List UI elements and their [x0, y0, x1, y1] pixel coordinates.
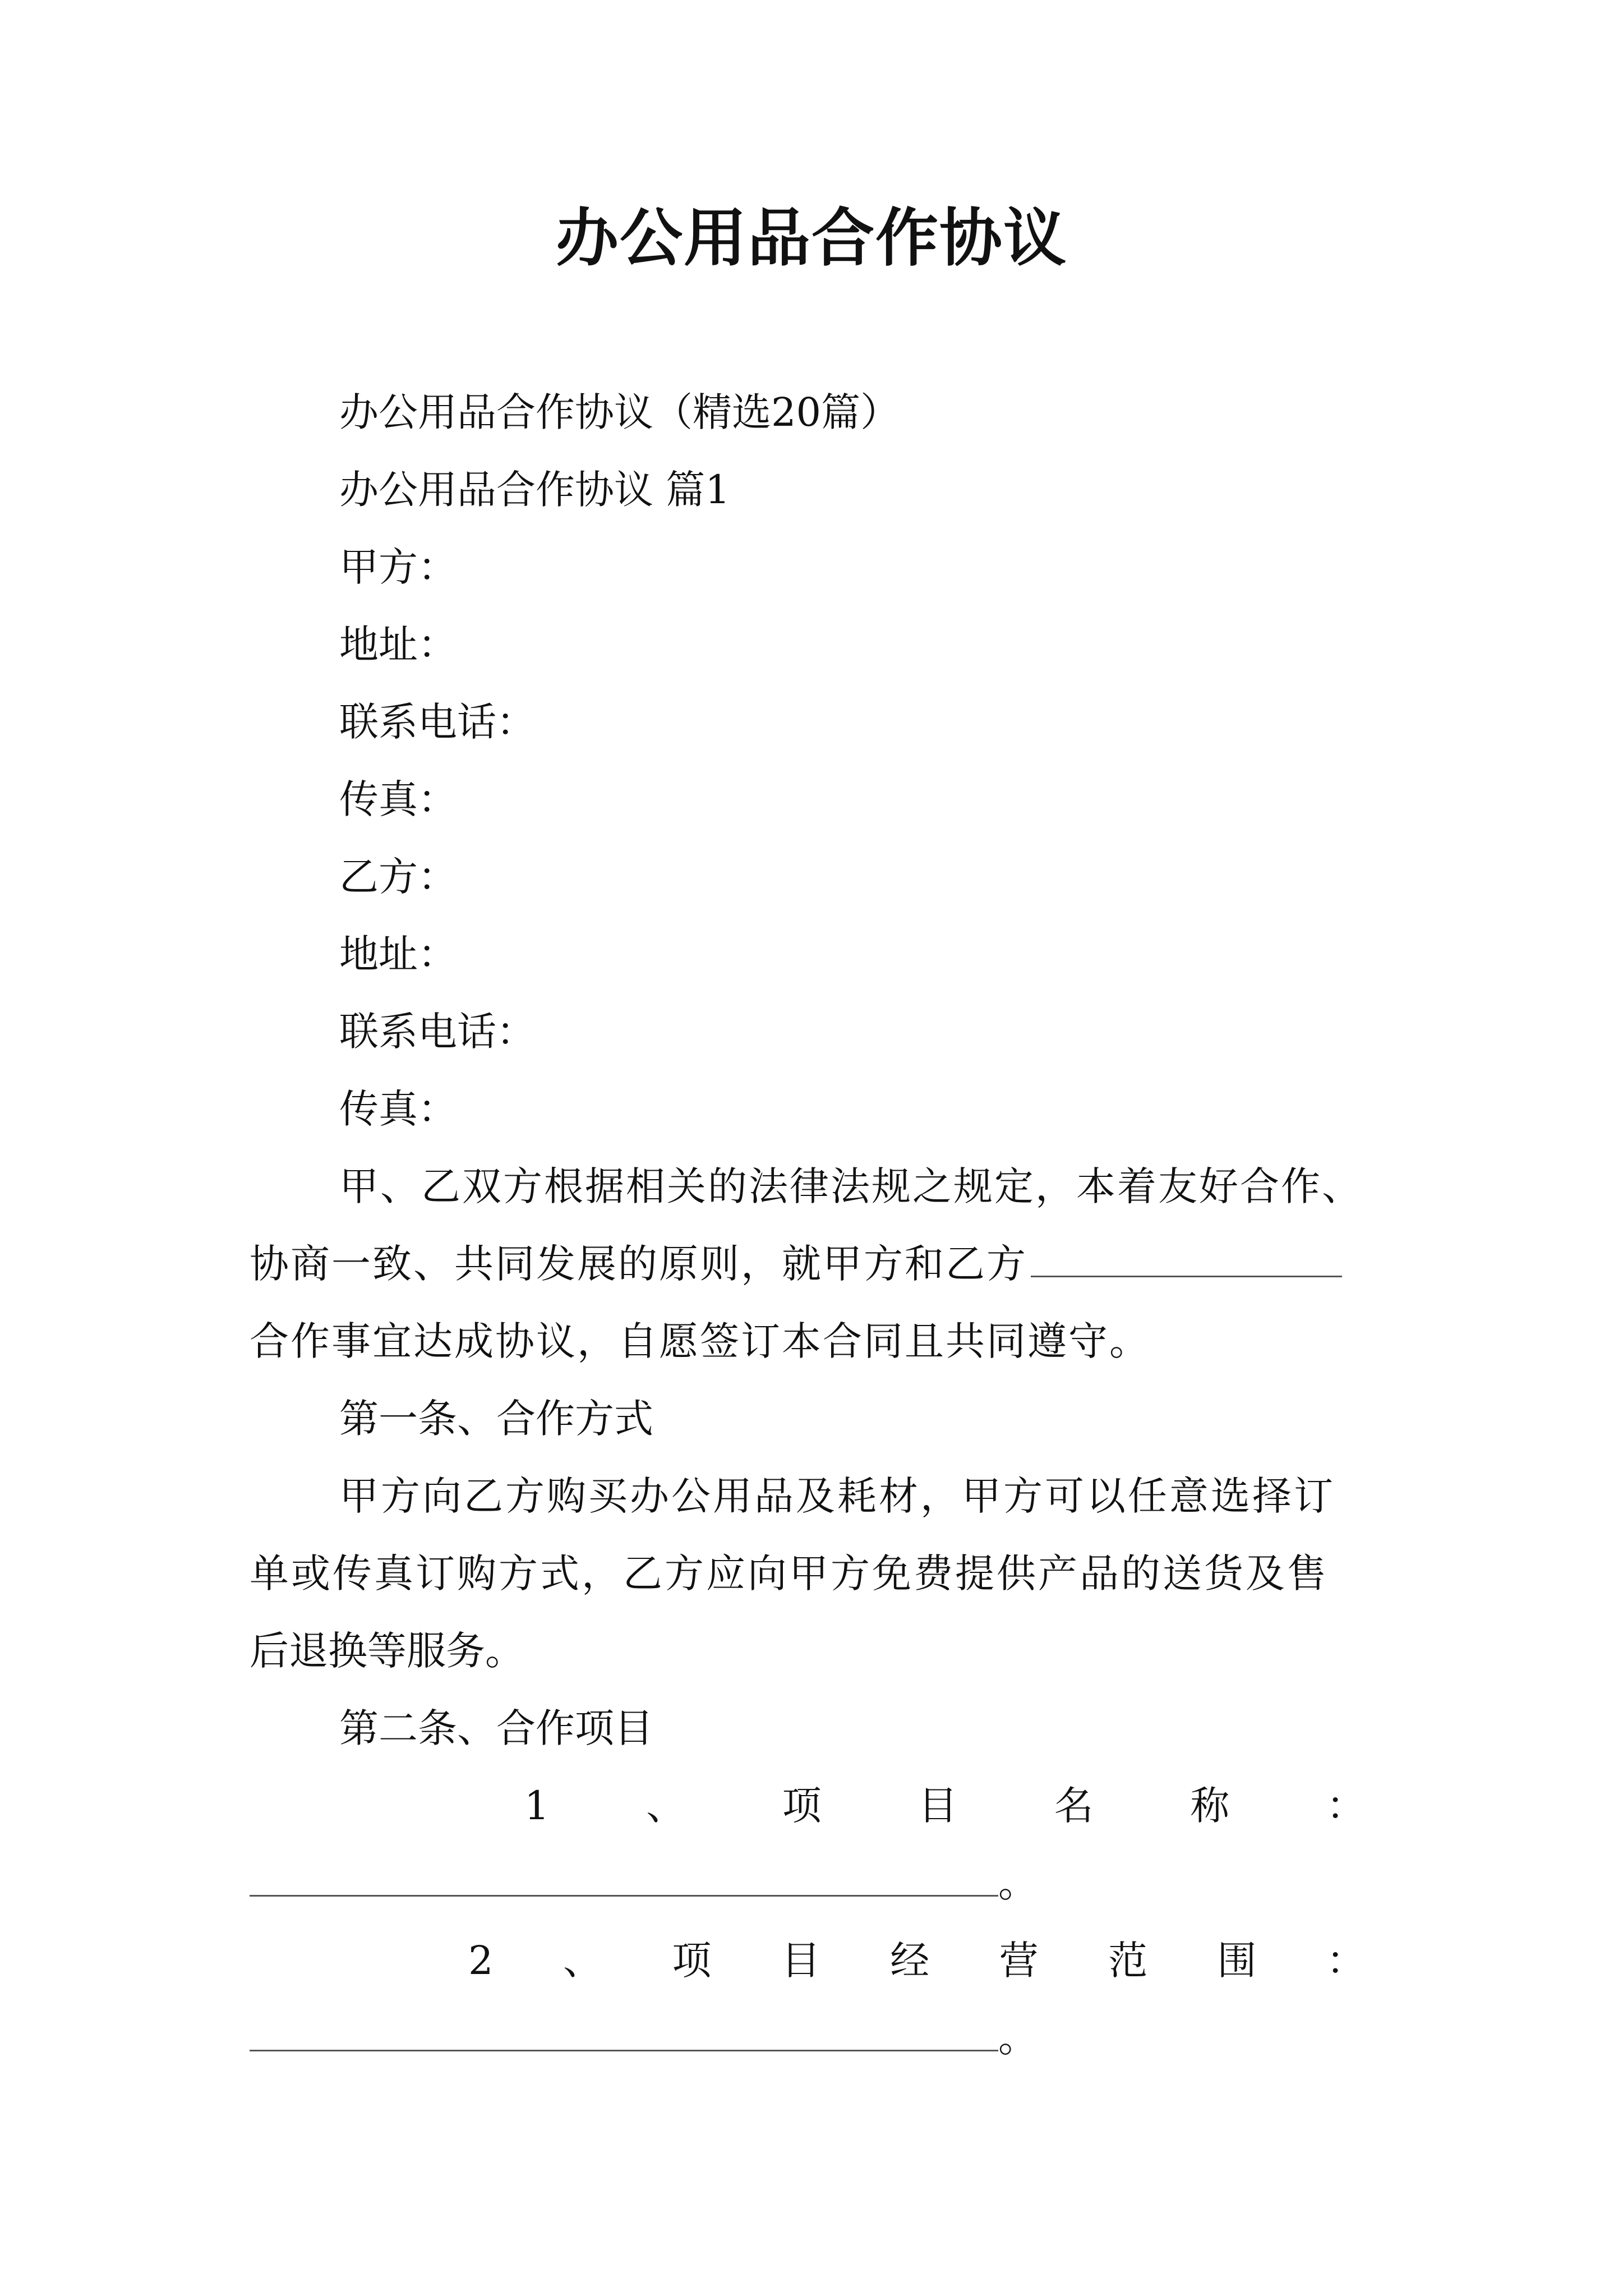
- preamble-line-1: 甲、乙双方根据相关的法律法规之规定，本着友好合作、: [339, 1163, 1363, 1209]
- item-1-number: 1: [524, 1783, 550, 1829]
- preamble-line-2: [250, 1236, 1342, 1292]
- business-scope-fill-line: [250, 2010, 1038, 2066]
- project-name-fill-line: [250, 1855, 1038, 1911]
- party-b-phone: 联系电话：: [339, 1009, 536, 1055]
- item-1-char: 项: [782, 1783, 822, 1829]
- item-2-char: 项: [672, 1938, 712, 1984]
- item-2-char: 目: [781, 1938, 820, 1984]
- party-b-address: 地址：: [339, 931, 457, 977]
- party-b-label: 乙方：: [339, 854, 457, 900]
- item-1-char: 名: [1054, 1783, 1094, 1829]
- section-heading: 办公用品合作协议 篇1: [339, 467, 730, 513]
- project-name-label: [524, 1778, 1366, 1834]
- item-2-end-mark: 。: [998, 2015, 1038, 2061]
- item-2-char: 围: [1217, 1938, 1257, 1984]
- item-2-char: 范: [1108, 1938, 1148, 1984]
- preamble-line-3: 合作事宜达成协议，自愿签订本合同且共同遵守。: [250, 1318, 1150, 1364]
- party-a-fax: 传真：: [339, 776, 457, 822]
- item-2-colon: ：: [1326, 1938, 1366, 1984]
- article-1-line-1: 甲方向乙方购买办公用品及耗材，甲方可以任意选择订: [339, 1473, 1335, 1519]
- item-1-char: 目: [918, 1783, 958, 1829]
- item-1-colon: ：: [1326, 1783, 1366, 1829]
- party-a-phone: 联系电话：: [339, 699, 536, 745]
- party-blank-line: [1031, 1236, 1342, 1277]
- document-subtitle: 办公用品合作协议（精选20篇）: [339, 389, 900, 435]
- article-1-line-3: 后退换等服务。: [250, 1628, 524, 1674]
- party-a-address: 地址：: [339, 622, 457, 668]
- item-2-number: 2: [468, 1938, 494, 1984]
- item-2-separator: 、: [562, 1938, 602, 1984]
- business-scope-label: [468, 1932, 1366, 1989]
- article-1-heading: 第一条、合作方式: [339, 1396, 653, 1442]
- item-1-end-mark: 。: [998, 1860, 1038, 1906]
- project-name-blank: [250, 1856, 998, 1897]
- article-1-line-2: 单或传真订购方式，乙方应向甲方免费提供产品的送货及售: [250, 1550, 1329, 1596]
- business-scope-blank: [250, 2010, 998, 2051]
- item-2-char: 经: [890, 1938, 930, 1984]
- party-a-label: 甲方：: [339, 544, 457, 590]
- item-2-char: 营: [999, 1938, 1039, 1984]
- item-1-separator: 、: [646, 1783, 686, 1829]
- party-b-fax: 传真：: [339, 1086, 457, 1132]
- article-2-heading: 第二条、合作项目: [339, 1705, 653, 1751]
- document-title: 办公用品合作协议: [556, 202, 1067, 275]
- preamble-line-2-text: 协商一致、共同发展的原则，就甲方和乙方: [250, 1241, 1027, 1287]
- item-1-char: 称: [1190, 1783, 1230, 1829]
